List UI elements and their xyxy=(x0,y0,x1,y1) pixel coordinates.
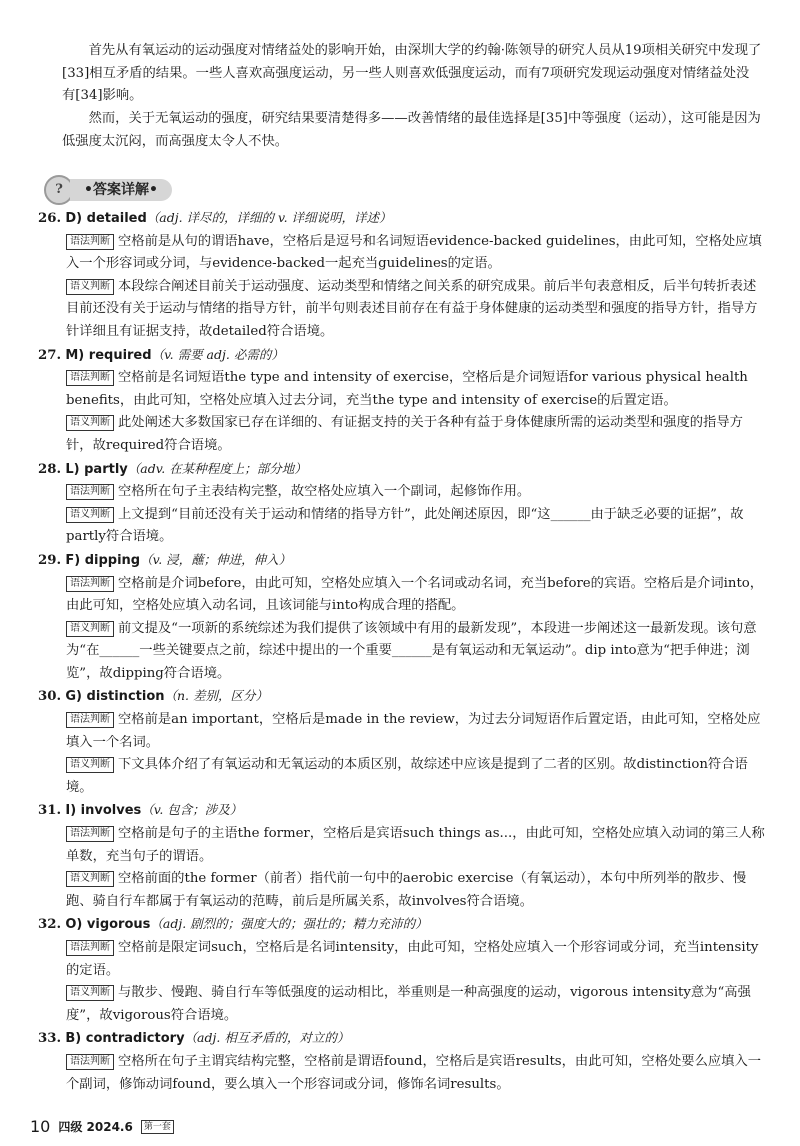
question-number: 27. xyxy=(38,347,62,363)
judgement-tag: 语义判断 xyxy=(66,279,114,295)
answer-item xyxy=(26,1027,766,1096)
footer-title: 四级 2024.6 xyxy=(58,1120,133,1134)
judgement-tag: 语法判断 xyxy=(66,1054,114,1070)
explanation-text: 前文提及“一项新的系统综述为我们提供了该领域中有用的最新发现”，本段进一步阐述这一最新发现。该句意为“在______一些关键要点之前，综述中提出的一个重要______是有氧运动和无氧运动”。dip into意为“把手伸进；浏览”，故dipping符合语境。 xyxy=(66,620,757,681)
explanation-text: 上文提到“目前还没有关于运动和情绪的指导方针”，此处阐述原因，即“这______由于缺乏必要的证据”，故partly符合语境。 xyxy=(66,506,744,545)
judgement-tag: 语法判断 xyxy=(66,940,114,956)
explanation-text: 空格前是介词before，由此可知，空格处应填入一个名词或动名词，充当before的宾语。空格后是介词into，由此可知，空格处应填入动名词，且该词能与into构成合理的搭配。 xyxy=(66,575,764,614)
answer-item xyxy=(26,344,766,458)
explanation xyxy=(66,1051,766,1096)
answer-word: M) required xyxy=(65,347,152,363)
section-title: •答案详解• xyxy=(70,179,172,201)
answer-word: L) partly xyxy=(65,461,128,477)
explanation xyxy=(66,754,766,799)
answer-item xyxy=(26,549,766,686)
answer-heading xyxy=(26,207,766,231)
judgement-tag: 语义判断 xyxy=(66,507,114,523)
answer-word: G) distinction xyxy=(65,689,165,705)
answer-item xyxy=(26,458,766,549)
explanation-text: 空格前是名词短语the type and intensity of exercise，空格后是介词短语for various physical health benefits，由此可知，空格处应填入过去分词，充当the type and intensity of exercise的后置定语。 xyxy=(66,370,748,408)
answer-word: O) vigorous xyxy=(65,917,151,933)
answer-item xyxy=(26,913,766,1027)
answer-item xyxy=(26,685,766,799)
answer-gloss: （adj. 详尽的，详细的 v. 详细说明，详述） xyxy=(146,210,392,225)
answer-gloss: （v. 浸，蘸；伸进，伸入） xyxy=(140,551,292,567)
answer-heading xyxy=(26,458,766,482)
section-banner xyxy=(44,175,172,205)
answer-item xyxy=(26,799,766,913)
judgement-tag: 语法判断 xyxy=(66,234,114,250)
question-number: 30. xyxy=(38,689,62,705)
question-number: 33. xyxy=(38,1031,62,1047)
footer-set-label: 第一套 xyxy=(141,1120,174,1134)
intro-text-1: 首先从有氧运动的运动强度对情绪益处的影响开始，由深圳大学的约翰·陈领导的研究人员从19项相关研究中发现了[33]相互矛盾的结果。一些人喜欢高强度运动，另一些人则喜欢低强度运动，而有7项研究发现运动强度对情绪益处没有[34]影响。 xyxy=(62,43,762,104)
answer-gloss: （v. 包含；涉及） xyxy=(141,802,243,818)
answer-heading xyxy=(26,344,766,368)
page-footer xyxy=(30,1116,174,1139)
judgement-tag: 语义判断 xyxy=(66,621,114,637)
explanation xyxy=(66,618,766,686)
explanation xyxy=(66,709,766,754)
explanation xyxy=(66,982,766,1027)
explanation-text: 此处阐述大多数国家已存在详细的、有证据支持的关于各种有益于身体健康所需的运动类型和强度的指导方针，故required符合语境。 xyxy=(66,415,743,453)
answer-gloss: （adv. 在某种程度上；部分地） xyxy=(127,460,307,476)
answer-heading xyxy=(26,685,766,709)
question-number: 32. xyxy=(38,917,62,933)
explanation xyxy=(66,231,766,276)
explanation-text: 空格前是句子的主语the former，空格后是宾语such things as...，由此可知，空格处应填入动词的第三人称单数，充当句子的谓语。 xyxy=(66,826,765,864)
explanation-text: 空格前是限定词such，空格后是名词intensity，由此可知，空格处应填入一个形容词或分词，充当intensity的定语。 xyxy=(66,940,759,978)
judgement-tag: 语义判断 xyxy=(66,871,114,887)
explanation xyxy=(66,868,766,913)
explanation xyxy=(66,412,766,457)
answer-heading xyxy=(26,913,766,937)
explanation-text: 本段综合阐述目前关于运动强度、运动类型和情绪之间关系的研究成果。前后半句表意相反，后半句转折表述目前还没有关于运动与情绪的指导方针，前半句则表述目前存在有益于身体健康的运动类型和强度的指导方针，指导方针详细且有证据支持，故detailed符合语境。 xyxy=(66,278,758,339)
judgement-tag: 语义判断 xyxy=(66,415,114,431)
explanation-text: 与散步、慢跑、骑自行车等低强度的运动相比，举重则是一种高强度的运动，vigorous intensity意为“高强度”，故vigorous符合语境。 xyxy=(66,985,751,1023)
answer-word: I) involves xyxy=(65,803,142,819)
explanation-text: 下文具体介绍了有氧运动和无氧运动的本质区别，故综述中应该是提到了二者的区别。故distinction符合语境。 xyxy=(66,757,748,795)
explanation xyxy=(66,573,766,618)
explanation xyxy=(66,367,766,412)
explanation-text: 空格前是an important，空格后是made in the review，为过去分词短语作后置定语，由此可知，空格处应填入一个名词。 xyxy=(66,712,761,750)
answer-item xyxy=(26,207,766,344)
judgement-tag: 语法判断 xyxy=(66,370,114,386)
answer-word: F) dipping xyxy=(65,552,141,568)
question-number: 28. xyxy=(38,461,62,477)
page-number: 10 xyxy=(30,1117,51,1136)
answer-heading xyxy=(26,549,766,573)
explanation-text: 空格所在句子主表结构完整，故空格处应填入一个副词，起修饰作用。 xyxy=(118,484,531,500)
answer-heading xyxy=(26,1027,766,1051)
answer-heading xyxy=(26,799,766,823)
explanation xyxy=(66,504,766,549)
explanation-text: 空格前是从句的谓语have，空格后是逗号和名词短语evidence-backed guidelines，由此可知，空格处应填入一个形容词或分词，与evidence-backed一起充当guidelines的定语。 xyxy=(66,233,762,272)
explanation-text: 空格所在句子主谓宾结构完整，空格前是谓语found，空格后是宾语results，由此可知，空格处要么应填入一个副词，修饰动词found，要么填入一个形容词或分词，修饰名词results。 xyxy=(66,1053,762,1092)
answer-gloss: （adj. 剧烈的；强度大的；强壮的；精力充沛的） xyxy=(150,916,428,932)
question-number: 29. xyxy=(38,552,62,568)
judgement-tag: 语法判断 xyxy=(66,484,114,500)
judgement-tag: 语法判断 xyxy=(66,826,114,842)
judgement-tag: 语义判断 xyxy=(66,985,114,1001)
judgement-tag: 语法判断 xyxy=(66,576,114,592)
judgement-tag: 语法判断 xyxy=(66,712,114,728)
question-number: 26. xyxy=(38,211,62,226)
intro-paragraph-1 xyxy=(62,40,762,108)
question-icon: ? xyxy=(44,175,74,205)
judgement-tag: 语义判断 xyxy=(66,757,114,773)
question-number: 31. xyxy=(38,803,62,819)
answer-gloss: （v. 需要 adj. 必需的） xyxy=(151,346,284,362)
explanation xyxy=(66,937,766,982)
answer-gloss: （adj. 相互矛盾的，对立的） xyxy=(184,1030,350,1046)
explanation-text: 空格前面的the former（前者）指代前一句中的aerobic exercise（有氧运动），本句中所列举的散步、慢跑、骑自行车都属于有氧运动的范畴，前后是所属关系，故involves符合语境。 xyxy=(66,871,747,909)
intro-text-2: 然而，关于无氧运动的强度，研究结果要清楚得多——改善情绪的最佳选择是[35]中等强度（运动），这可能是因为低强度太沉闷，而高强度太令人不快。 xyxy=(62,111,761,149)
intro-paragraph-2 xyxy=(62,108,762,153)
answer-list xyxy=(26,207,766,1096)
explanation xyxy=(66,823,766,868)
answer-gloss: （n. 差别，区分） xyxy=(164,688,268,704)
explanation xyxy=(66,276,766,344)
answer-word: D) detailed xyxy=(65,211,147,226)
explanation xyxy=(66,481,766,504)
answer-word: B) contradictory xyxy=(65,1031,185,1047)
